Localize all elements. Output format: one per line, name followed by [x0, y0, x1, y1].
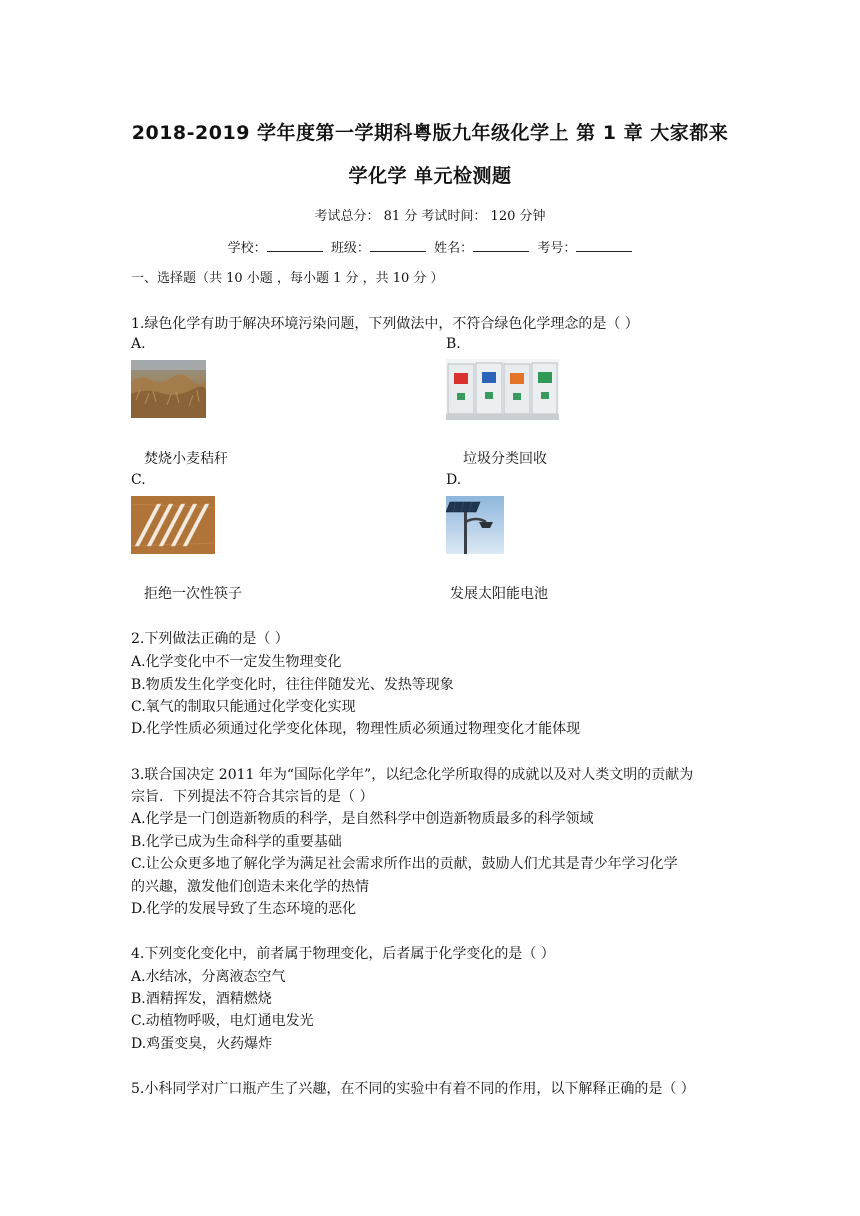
school-label: 学校：: [227, 241, 267, 256]
q1-option-c-caption: 拒绝一次性筷子: [144, 586, 242, 602]
q1-option-b-label: B.: [446, 336, 461, 352]
number-blank[interactable]: [576, 239, 632, 252]
q5-stem: 5.小科同学对广口瓶产生了兴趣，在不同的实验中有着不同的作用，以下解释正确的是（ ）: [131, 1081, 695, 1097]
title-line-2: 学化学 单元检测题: [348, 165, 512, 187]
q2-option-d: D.化学性质必须通过化学变化体现，物理性质必须通过物理变化才能体现: [131, 721, 581, 737]
q1-option-b-caption: 垃圾分类回收: [463, 451, 547, 467]
q1-option-d-label: D.: [446, 472, 462, 488]
q4-stem: 4.下列变化变化中，前者属于物理变化，后者属于化学变化的是（ ）: [131, 946, 555, 962]
burning-straw-photo: [131, 360, 206, 418]
q2-option-a: A.化学变化中不一定发生物理变化: [131, 654, 342, 670]
q2-option-c: C.氧气的制取只能通过化学变化实现: [131, 699, 356, 715]
q2-stem: 2.下列做法正确的是（ ）: [131, 631, 289, 647]
q3-option-c: C.让公众更多地了解化学为满足社会需求所作出的贡献，鼓励人们尤其是青少年学习化学: [131, 856, 678, 872]
q1-stem: 1.绿色化学有助于解决环境污染问题，下列做法中，不符合绿色化学理念的是（ ）: [131, 316, 639, 332]
school-blank[interactable]: [267, 239, 323, 252]
chopsticks-photo: [131, 496, 215, 554]
name-blank[interactable]: [473, 239, 529, 252]
q3-option-a: A.化学是一门创造新物质的科学，是自然科学中创造新物质最多的科学领域: [131, 811, 594, 827]
q4-option-d: D.鸡蛋变臭，火药爆炸: [131, 1036, 273, 1052]
q4-option-b: B.酒精挥发，酒精燃烧: [131, 991, 272, 1007]
q3-option-d: D.化学的发展导致了生态环境的恶化: [131, 901, 357, 917]
q3-option-c-continued: 的兴趣，激发他们创造未来化学的热情: [131, 879, 369, 895]
student-info-fields: [0, 237, 860, 256]
q1-option-d-caption: 发展太阳能电池: [450, 586, 548, 602]
q4-option-c: C.动植物呼吸，电灯通电发光: [131, 1013, 314, 1029]
q3-stem-line-1: 3.联合国决定 2011 年为“国际化学年”，以纪念化学所取得的成就以及对人类文明的贡献为: [131, 767, 694, 783]
number-label: 考号：: [537, 241, 577, 256]
solar-streetlight-photo: [446, 496, 504, 554]
exam-info: 考试总分： 81 分 考试时间： 120 分钟: [314, 209, 546, 224]
q1-option-c-label: C.: [131, 472, 146, 488]
recycling-bins-photo: [446, 359, 559, 420]
q2-option-b: B.物质发生化学变化时，往往伴随发光、发热等现象: [131, 677, 454, 693]
q1-option-a-caption: 焚烧小麦秸秆: [144, 451, 228, 467]
q3-option-b: B.化学已成为生命科学的重要基础: [131, 834, 342, 850]
name-label: 姓名：: [434, 241, 474, 256]
title-line-1: 2018-2019 学年度第一学期科粤版九年级化学上 第 1 章 大家都来: [131, 122, 729, 144]
q3-stem-line-2: 宗旨．下列提法不符合其宗旨的是（ ）: [131, 789, 374, 805]
class-blank[interactable]: [370, 239, 426, 252]
q4-option-a: A.水结冰，分离液态空气: [131, 969, 286, 985]
section-heading: 一、选择题（共 10 小题 ，每小题 1 分 ，共 10 分 ）: [131, 271, 444, 286]
class-label: 班级：: [330, 241, 370, 256]
q1-option-a-label: A.: [131, 336, 146, 352]
